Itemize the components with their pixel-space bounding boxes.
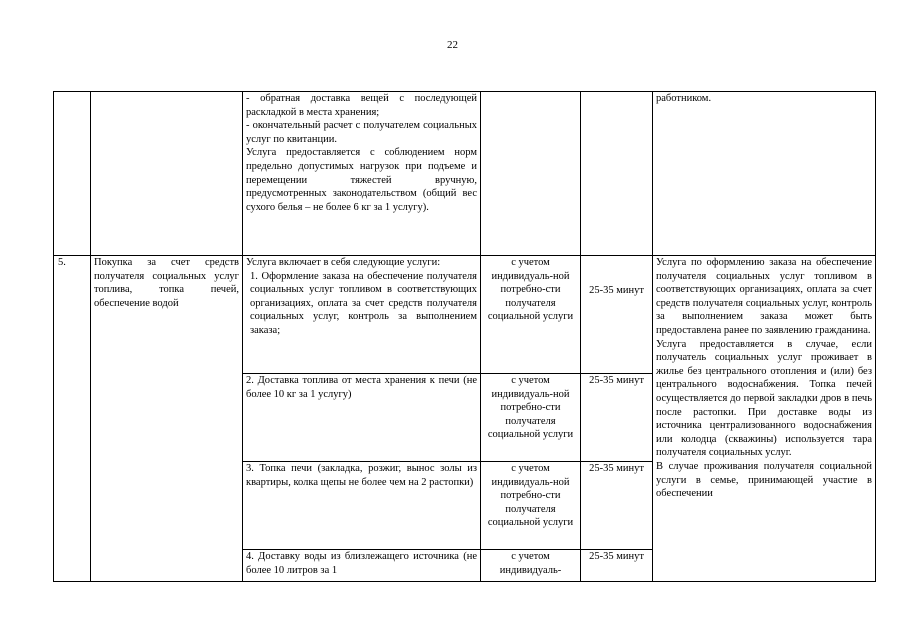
cell-time: 25-35 минут (581, 256, 653, 374)
cell-description: 3. Топка печи (закладка, розжиг, вынос золы из квартиры, колка щепы не более чем на 2 растопки) (243, 462, 481, 550)
cell-service-name: Покупка за счет средств получателя социальных услуг топлива, топка печей, обеспечение водой (91, 256, 243, 582)
cell-condition: с учетом индивидуаль-ной потребно-сти получателя социальной услуги (481, 374, 581, 462)
description-line-1: - обратная доставка вещей с последующей раскладкой в места хранения; (246, 93, 477, 118)
cell-description (243, 256, 481, 374)
cell-note (653, 92, 876, 256)
cell-description: 4. Доставку воды из близлежащего источника (не более 10 литров за 1 (243, 550, 481, 582)
cell-condition (481, 92, 581, 256)
note-text: работником. (656, 93, 712, 104)
cell-time: 25-35 минут (581, 550, 653, 582)
cell-description (243, 92, 481, 256)
cell-note (653, 256, 876, 582)
note-paragraph-1: Услуга по оформлению заказа на обеспечение получателя социальных услуг топливом в соответствующих организациях, оплата за счет средств получателя социальных услуг, контроль за выполнением заказа может быть предоставлена ранее по заявлению гражданина. (656, 257, 872, 336)
cell-condition: с учетом индивидуаль- (481, 550, 581, 582)
note-paragraph-2: Услуга предоставляется в случае, если получатель социальных услуг проживает в жилье без центрального отопления и (или) без центрального водоснабжения. Топка печей осуществляется до первой закладки дров в печь после растопки. При доставке воды из источника централизованного водоснабжения или колодца (скважины) используется тара получателя социальных услуг. (656, 338, 872, 459)
cell-time: 25-35 минут (581, 374, 653, 462)
services-table (53, 91, 876, 582)
cell-condition: с учетом индивидуаль-ной потребно-сти получателя социальной услуги (481, 256, 581, 374)
cell-time (581, 92, 653, 256)
cell-number (54, 92, 91, 256)
page-number: 22 (447, 39, 458, 51)
description-sub: 1. Оформление заказа на обеспечение получателя социальных услуг топливом в соответствующих организациях, оплата за счет средств получателя социальных услуг, контроль за выполнением заказа; (250, 270, 477, 336)
cell-description: 2. Доставка топлива от места хранения к печи (не более 10 кг за 1 услугу) (243, 374, 481, 462)
cell-condition: с учетом индивидуаль-ной потребно-сти получателя социальной услуги (481, 462, 581, 550)
table-row-5-item-1 (54, 256, 876, 374)
cell-row-number: 5. (54, 256, 91, 582)
description-intro: Услуга включает в себя следующие услуги: (246, 257, 441, 268)
table-row-continuation (54, 92, 876, 256)
description-line-2: - окончательный расчет с получателем социальных услуг по квитанции. (246, 120, 477, 145)
note-paragraph-3: В случае проживания получателя социальной услуги в семье, принимающей участие в обеспечении (656, 460, 872, 500)
description-line-3: Услуга предоставляется с соблюдением норм предельно допустимых нагрузок при подъеме и перемещении тяжестей вручную, предусмотренных законодательством (общий вес сухого белья – не более 6 кг за 1 услугу). (246, 147, 477, 213)
cell-service-name (91, 92, 243, 256)
cell-time: 25-35 минут (581, 462, 653, 550)
